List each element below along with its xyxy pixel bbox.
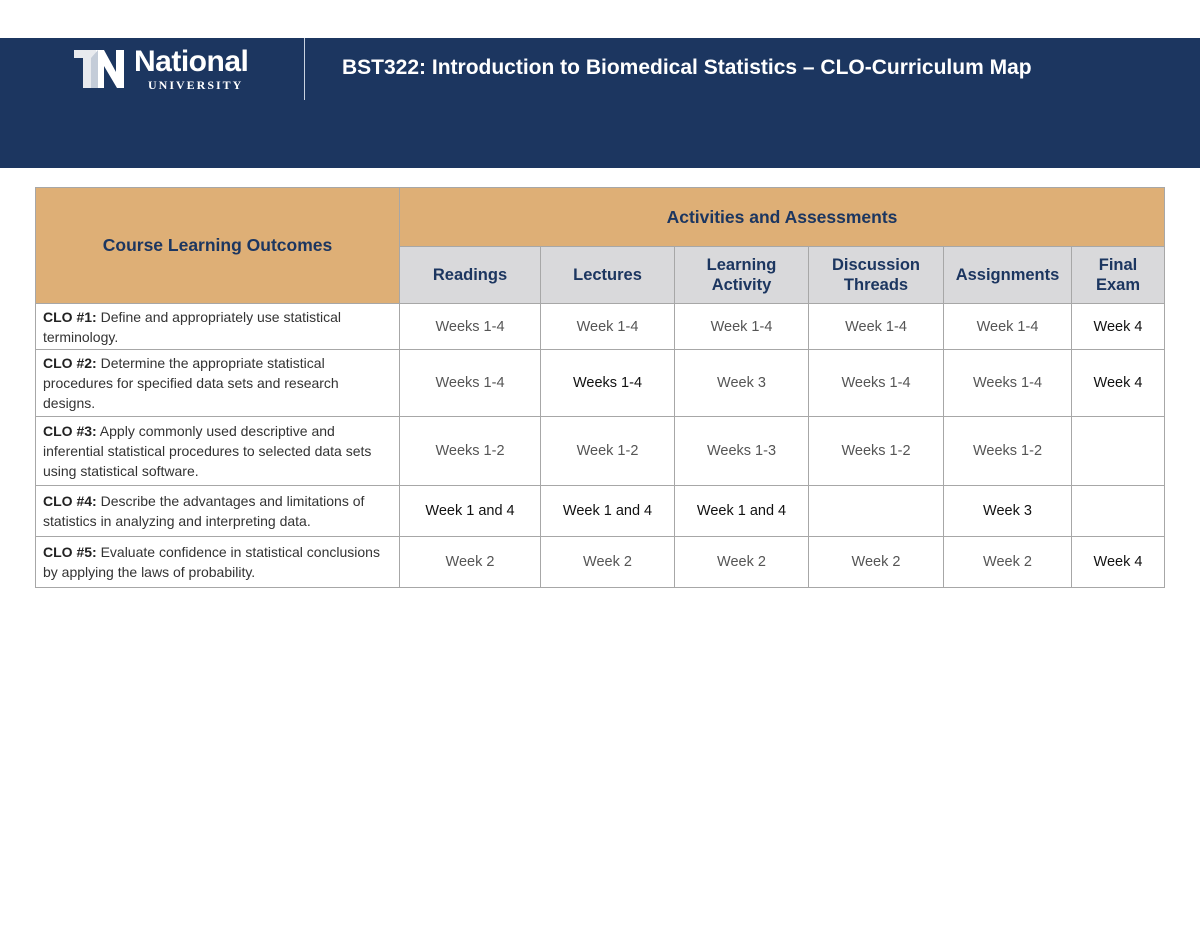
header-divider: [304, 38, 305, 100]
table-cell: Week 4: [1072, 537, 1165, 588]
national-university-logo: [74, 45, 249, 92]
outcome-clo-3: CLO #3: Apply commonly used descriptive and inferential statistical procedures to selected data sets using statistical software.: [36, 417, 400, 486]
outcome-clo-2: CLO #2: Determine the appropriate statistical procedures for specified data sets and research designs.: [36, 350, 400, 417]
table-cell: Week 2: [675, 537, 809, 588]
table-cell: Weeks 1-2: [944, 417, 1072, 486]
table-cell: Week 3: [675, 350, 809, 417]
table-cell: Week 1-2: [541, 417, 675, 486]
table-cell: Weeks 1-4: [944, 350, 1072, 417]
table-cell: Week 2: [541, 537, 675, 588]
table-cell: Week 2: [400, 537, 541, 588]
table-cell: Weeks 1-2: [809, 417, 944, 486]
table-cell: [1072, 486, 1165, 537]
table-cell: Weeks 1-4: [809, 350, 944, 417]
table-cell: Week 1 and 4: [400, 486, 541, 537]
outcome-clo-1: CLO #1: Define and appropriately use statistical terminology.: [36, 304, 400, 350]
table-cell: Week 2: [944, 537, 1072, 588]
nu-logo-icon: [74, 48, 128, 90]
outcome-clo-4: CLO #4: Describe the advantages and limitations of statistics in analyzing and interpreting data.: [36, 486, 400, 537]
table-cell: Weeks 1-4: [400, 304, 541, 350]
logo-name: National: [134, 45, 249, 78]
table-cell: Week 1 and 4: [675, 486, 809, 537]
table-cell: Weeks 1-3: [675, 417, 809, 486]
outcome-clo-5: CLO #5: Evaluate confidence in statistical conclusions by applying the laws of probability.: [36, 537, 400, 588]
column-header-discussion-threads: Discussion Threads: [809, 247, 944, 304]
column-header-final-exam: Final Exam: [1072, 247, 1165, 304]
table-cell: [1072, 417, 1165, 486]
course-learning-outcomes-header: Course Learning Outcomes: [36, 188, 400, 304]
activities-assessments-header: Activities and Assessments: [400, 188, 1165, 247]
table-cell: Week 2: [809, 537, 944, 588]
table-row: [36, 304, 1165, 350]
table-cell: Week 1-4: [809, 304, 944, 350]
column-header-learning-activity: Learning Activity: [675, 247, 809, 304]
table-cell: Week 4: [1072, 350, 1165, 417]
clo-curriculum-map-table: [35, 187, 1165, 588]
table-cell: Weeks 1-4: [541, 350, 675, 417]
column-header-assignments: Assignments: [944, 247, 1072, 304]
table-row: [36, 537, 1165, 588]
logo-subtitle: UNIVERSITY: [148, 78, 244, 92]
table-row: [36, 350, 1165, 417]
table-row: [36, 417, 1165, 486]
table-cell: Week 1 and 4: [541, 486, 675, 537]
table-row: [36, 486, 1165, 537]
column-header-readings: Readings: [400, 247, 541, 304]
page-title: BST322: Introduction to Biomedical Statistics – CLO-Curriculum Map: [342, 56, 1032, 79]
table-cell: Week 1-4: [541, 304, 675, 350]
table-cell: Week 4: [1072, 304, 1165, 350]
table-cell: Week 3: [944, 486, 1072, 537]
table-cell: [809, 486, 944, 537]
table-cell: Week 1-4: [944, 304, 1072, 350]
column-header-lectures: Lectures: [541, 247, 675, 304]
table-cell: Weeks 1-2: [400, 417, 541, 486]
table-cell: Week 1-4: [675, 304, 809, 350]
table-cell: Weeks 1-4: [400, 350, 541, 417]
